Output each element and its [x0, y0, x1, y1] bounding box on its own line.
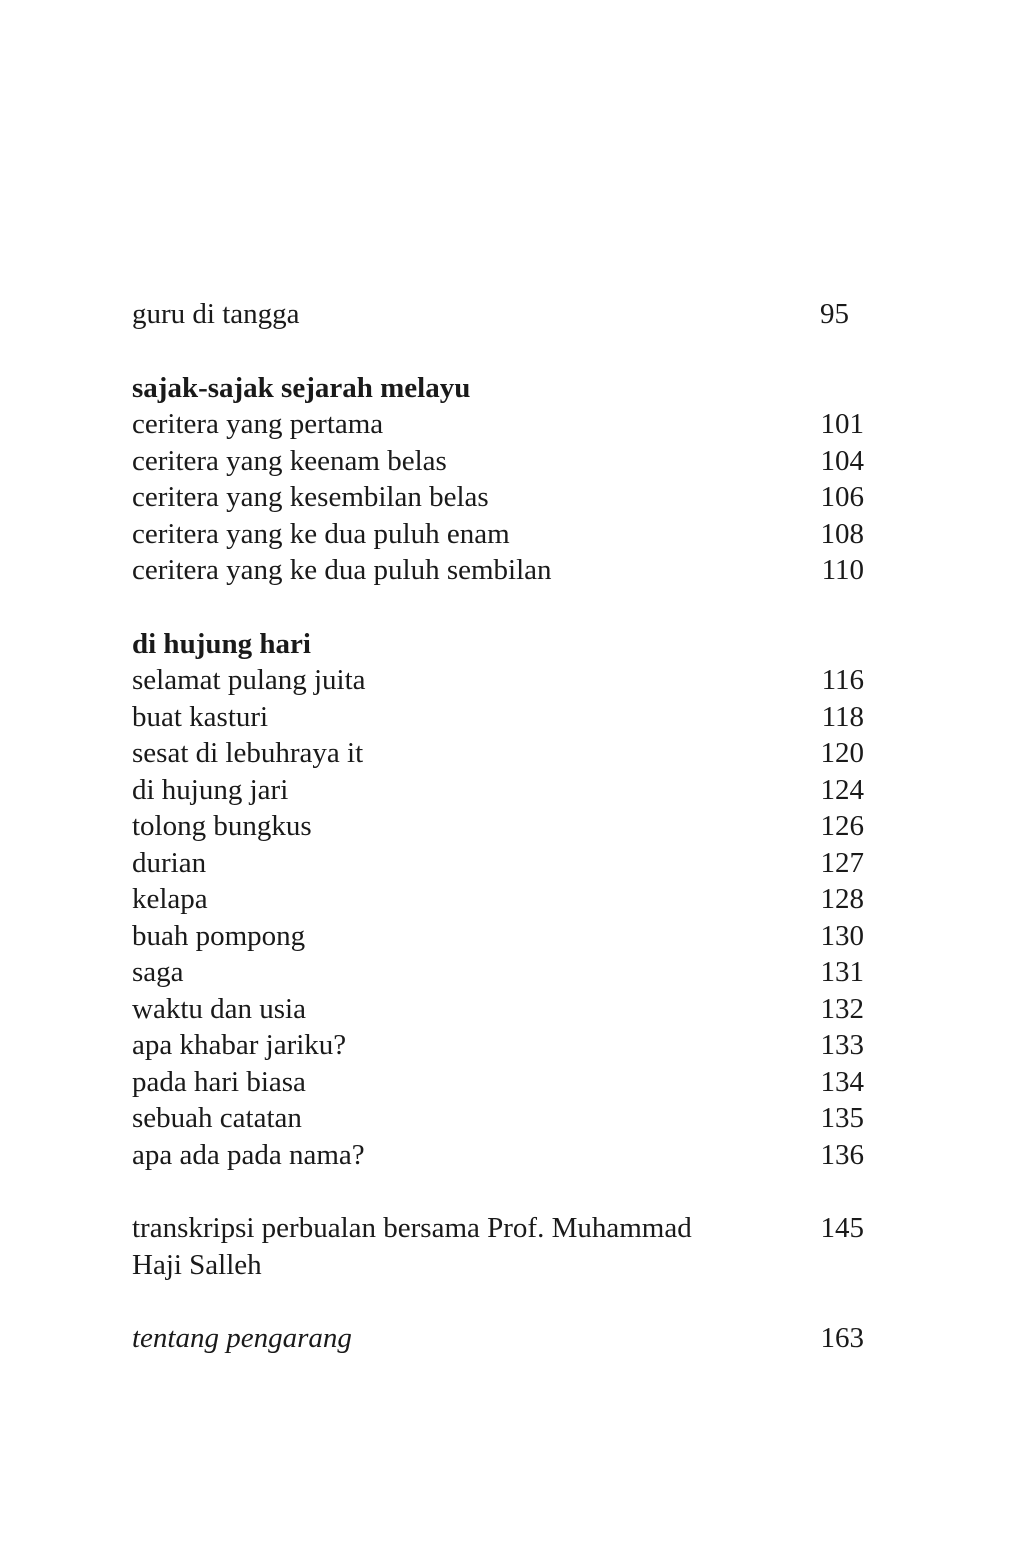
toc-entry-page: 130	[820, 919, 864, 952]
toc-entry	[132, 1064, 864, 1101]
toc-entry-page: 95	[820, 298, 849, 330]
toc-entry-page: 145	[820, 1212, 864, 1244]
toc-entry-title: transkripsi perbualan bersama Prof. Muhammad Haji Salleh	[132, 1212, 692, 1281]
toc-entry-title: tentang pengarang	[132, 1322, 352, 1354]
toc-entry	[132, 296, 864, 333]
toc-entry	[132, 1137, 864, 1174]
toc-entry-about-author	[132, 1320, 864, 1357]
section-heading: sajak-sajak sejarah melayu	[132, 371, 471, 404]
toc-entry-title: kelapa	[132, 883, 208, 915]
toc-entry	[132, 516, 864, 553]
toc-entry-page: 134	[820, 1065, 864, 1098]
toc-entry	[132, 845, 864, 882]
toc-entry-page: 128	[820, 883, 864, 915]
toc-entry-page: 120	[820, 737, 864, 769]
toc-entry-title: durian	[132, 846, 207, 879]
toc-entry-title: saga	[132, 956, 184, 988]
toc-entry-page: 131	[820, 956, 864, 988]
toc-entry-title: di hujung jari	[132, 773, 289, 806]
toc-entry-title: sebuah catatan	[132, 1102, 302, 1134]
toc-entry	[132, 772, 864, 809]
toc-entry	[132, 552, 864, 589]
toc-entry-title: apa khabar jariku?	[132, 1029, 347, 1061]
section-gap	[132, 333, 864, 370]
toc-entry-page: 124	[820, 773, 864, 806]
toc-entry	[132, 808, 864, 845]
toc-entry-page: 108	[820, 517, 864, 550]
toc-entry-page: 118	[821, 700, 864, 733]
toc-entry-title: ceritera yang kesembilan belas	[132, 481, 489, 513]
toc-entry-title: buah pompong	[132, 919, 306, 952]
toc-entry-page: 104	[820, 444, 864, 477]
section-gap	[132, 589, 864, 626]
toc-entry	[132, 1027, 864, 1064]
toc-entry-page: 133	[820, 1029, 864, 1061]
toc-entry-title: guru di tangga	[132, 298, 300, 330]
toc-entry-title: buat kasturi	[132, 700, 269, 733]
toc-entry-page: 126	[820, 810, 864, 842]
toc-entry-title: waktu dan usia	[132, 992, 306, 1025]
toc-entry-title: ceritera yang ke dua puluh enam	[132, 517, 510, 550]
toc-entry-page: 163	[820, 1322, 864, 1354]
toc-entry	[132, 918, 864, 955]
toc-entry-title: apa ada pada nama?	[132, 1138, 365, 1171]
toc-entry-title: ceritera yang ke dua puluh sembilan	[132, 554, 552, 586]
toc-entry-page: 136	[820, 1138, 864, 1171]
toc-entry-page: 106	[820, 481, 864, 513]
toc-entry	[132, 479, 864, 516]
section-gap	[132, 1283, 864, 1320]
toc-entry-page: 116	[821, 664, 864, 696]
toc-entry-page: 127	[820, 846, 864, 879]
toc-entry-page: 101	[820, 408, 864, 440]
toc-entry-title: ceritera yang pertama	[132, 408, 384, 440]
toc-entry-title: tolong bungkus	[132, 810, 312, 842]
toc-entry	[132, 406, 864, 443]
toc-entry-page: 132	[820, 992, 864, 1025]
toc-entry	[132, 881, 864, 918]
toc-entry-transcript	[132, 1210, 864, 1283]
toc-entry	[132, 1100, 864, 1137]
toc-entry-title: pada hari biasa	[132, 1065, 306, 1098]
section-gap	[132, 1173, 864, 1210]
toc-entry	[132, 735, 864, 772]
toc-entry-page: 135	[820, 1102, 864, 1134]
section-heading: di hujung hari	[132, 627, 311, 660]
toc-entry-title: sesat di lebuhraya it	[132, 737, 364, 769]
toc-entry-page: 110	[821, 554, 864, 586]
toc-entry	[132, 991, 864, 1028]
toc-entry	[132, 954, 864, 991]
toc-entry	[132, 662, 864, 699]
toc-entry	[132, 443, 864, 480]
toc-entry	[132, 699, 864, 736]
toc-entry-title: ceritera yang keenam belas	[132, 444, 447, 477]
toc-entry-title: selamat pulang juita	[132, 664, 366, 696]
table-of-contents	[132, 296, 864, 1357]
